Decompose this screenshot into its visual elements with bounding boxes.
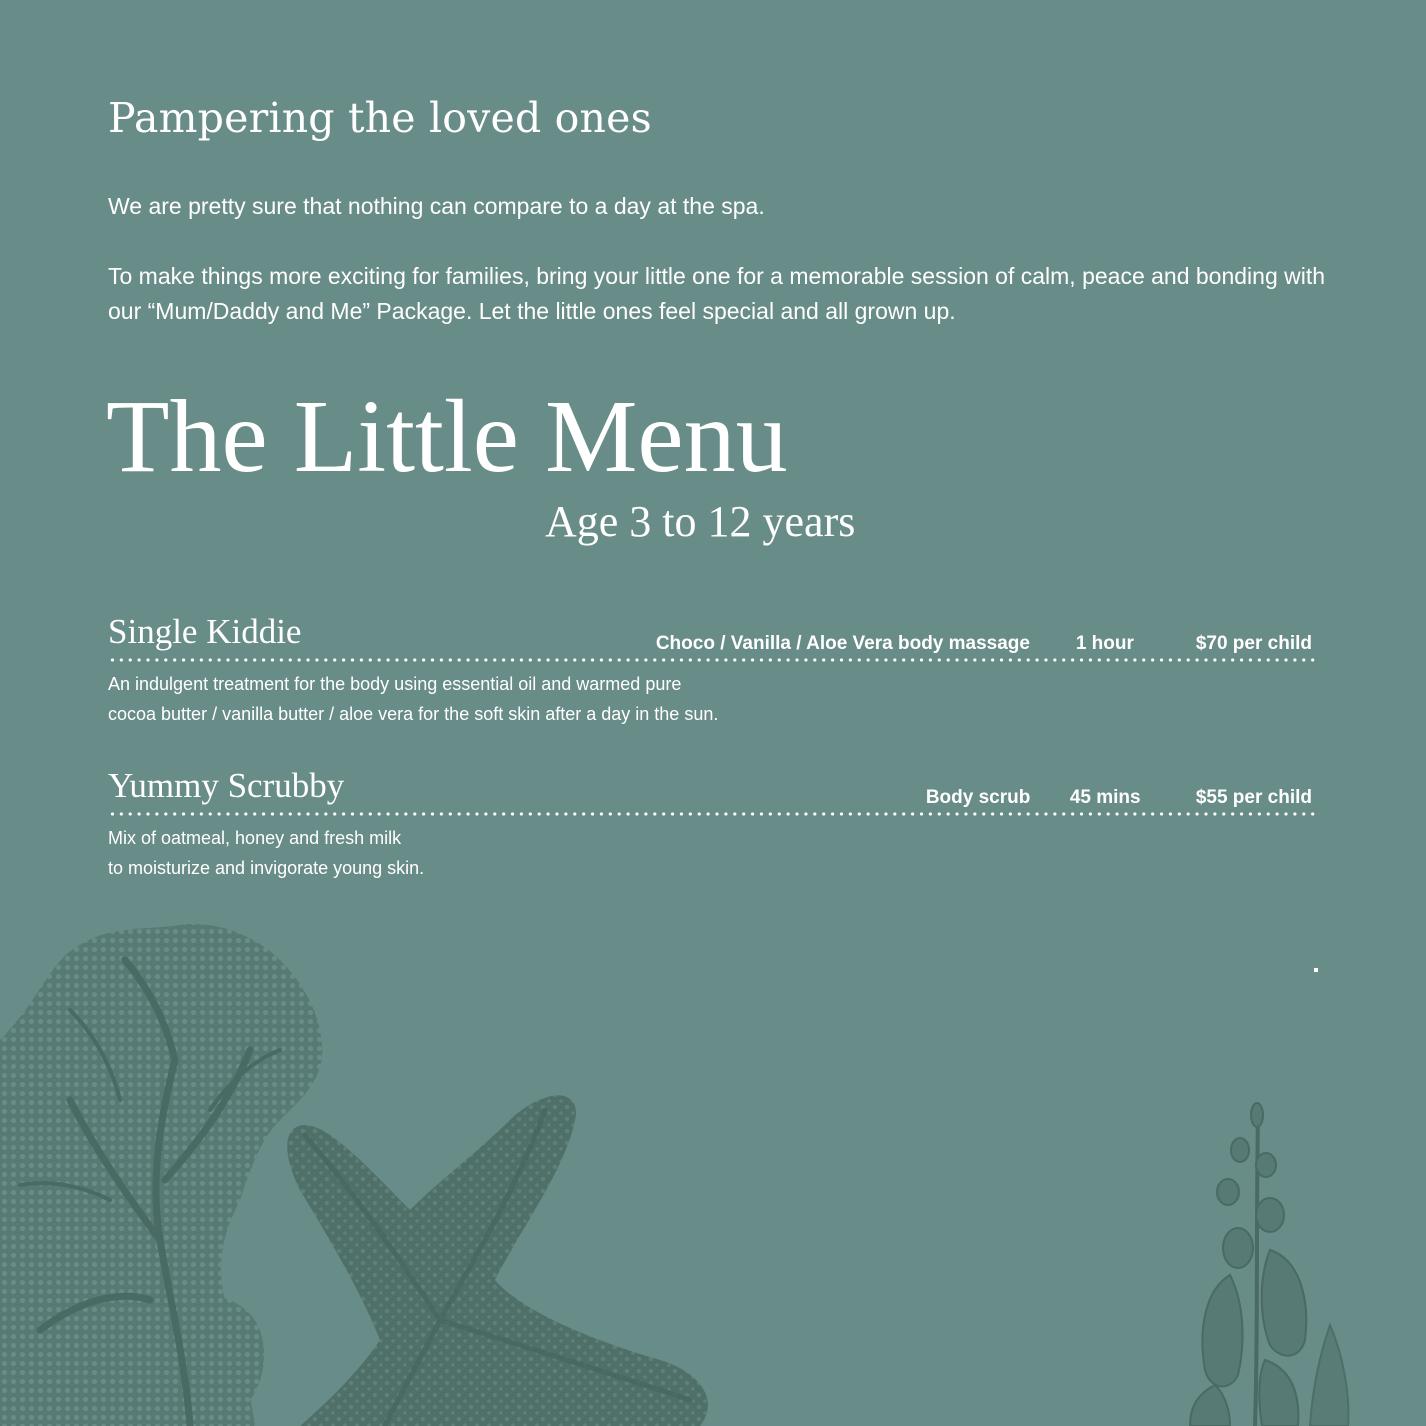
item-details — [656, 633, 1312, 655]
item-description — [108, 669, 908, 729]
item-description-line: to moisturize and invigorate young skin. — [108, 858, 425, 878]
item-name: Yummy Scrubby — [108, 766, 345, 805]
item-duration: 45 mins — [1069, 787, 1141, 808]
menu-title: The Little Menu — [106, 379, 788, 494]
item-price: $70 per child — [1195, 633, 1312, 654]
menu-subtitle: Age 3 to 12 years — [545, 497, 856, 546]
page-heading: Pampering the loved ones — [108, 94, 652, 142]
dotted-divider — [108, 658, 1320, 662]
foxglove-plant-illustration — [1190, 1103, 1348, 1426]
dotted-divider — [108, 812, 1320, 816]
item-description-line: cocoa butter / vanilla butter / aloe vera for the soft skin after a day in the sun. — [108, 704, 719, 724]
item-name: Single Kiddie — [108, 612, 302, 651]
item-description-line: An indulgent treatment for the body using essential oil and warmed pure — [108, 674, 682, 694]
intro-paragraph: To make things more exciting for families, bring your little one for a memorable session of calm, peace and bonding with our “Mum/Daddy and Me” Package. Let the little ones feel special and all grown up. — [108, 263, 1326, 324]
starfish-illustration — [287, 1095, 708, 1426]
item-treatment: Choco / Vanilla / Aloe Vera body massage — [655, 633, 1030, 654]
item-duration: 1 hour — [1075, 633, 1134, 654]
item-description — [108, 823, 908, 883]
intro-paragraph: We are pretty sure that nothing can compare to a day at the spa. — [108, 193, 765, 219]
item-details — [926, 787, 1312, 809]
decorative-dot — [1314, 968, 1318, 972]
item-price: $55 per child — [1195, 787, 1312, 808]
sea-fan-coral-illustration — [0, 924, 322, 1426]
item-treatment: Body scrub — [925, 787, 1031, 808]
item-description-line: Mix of oatmeal, honey and fresh milk — [108, 828, 402, 848]
